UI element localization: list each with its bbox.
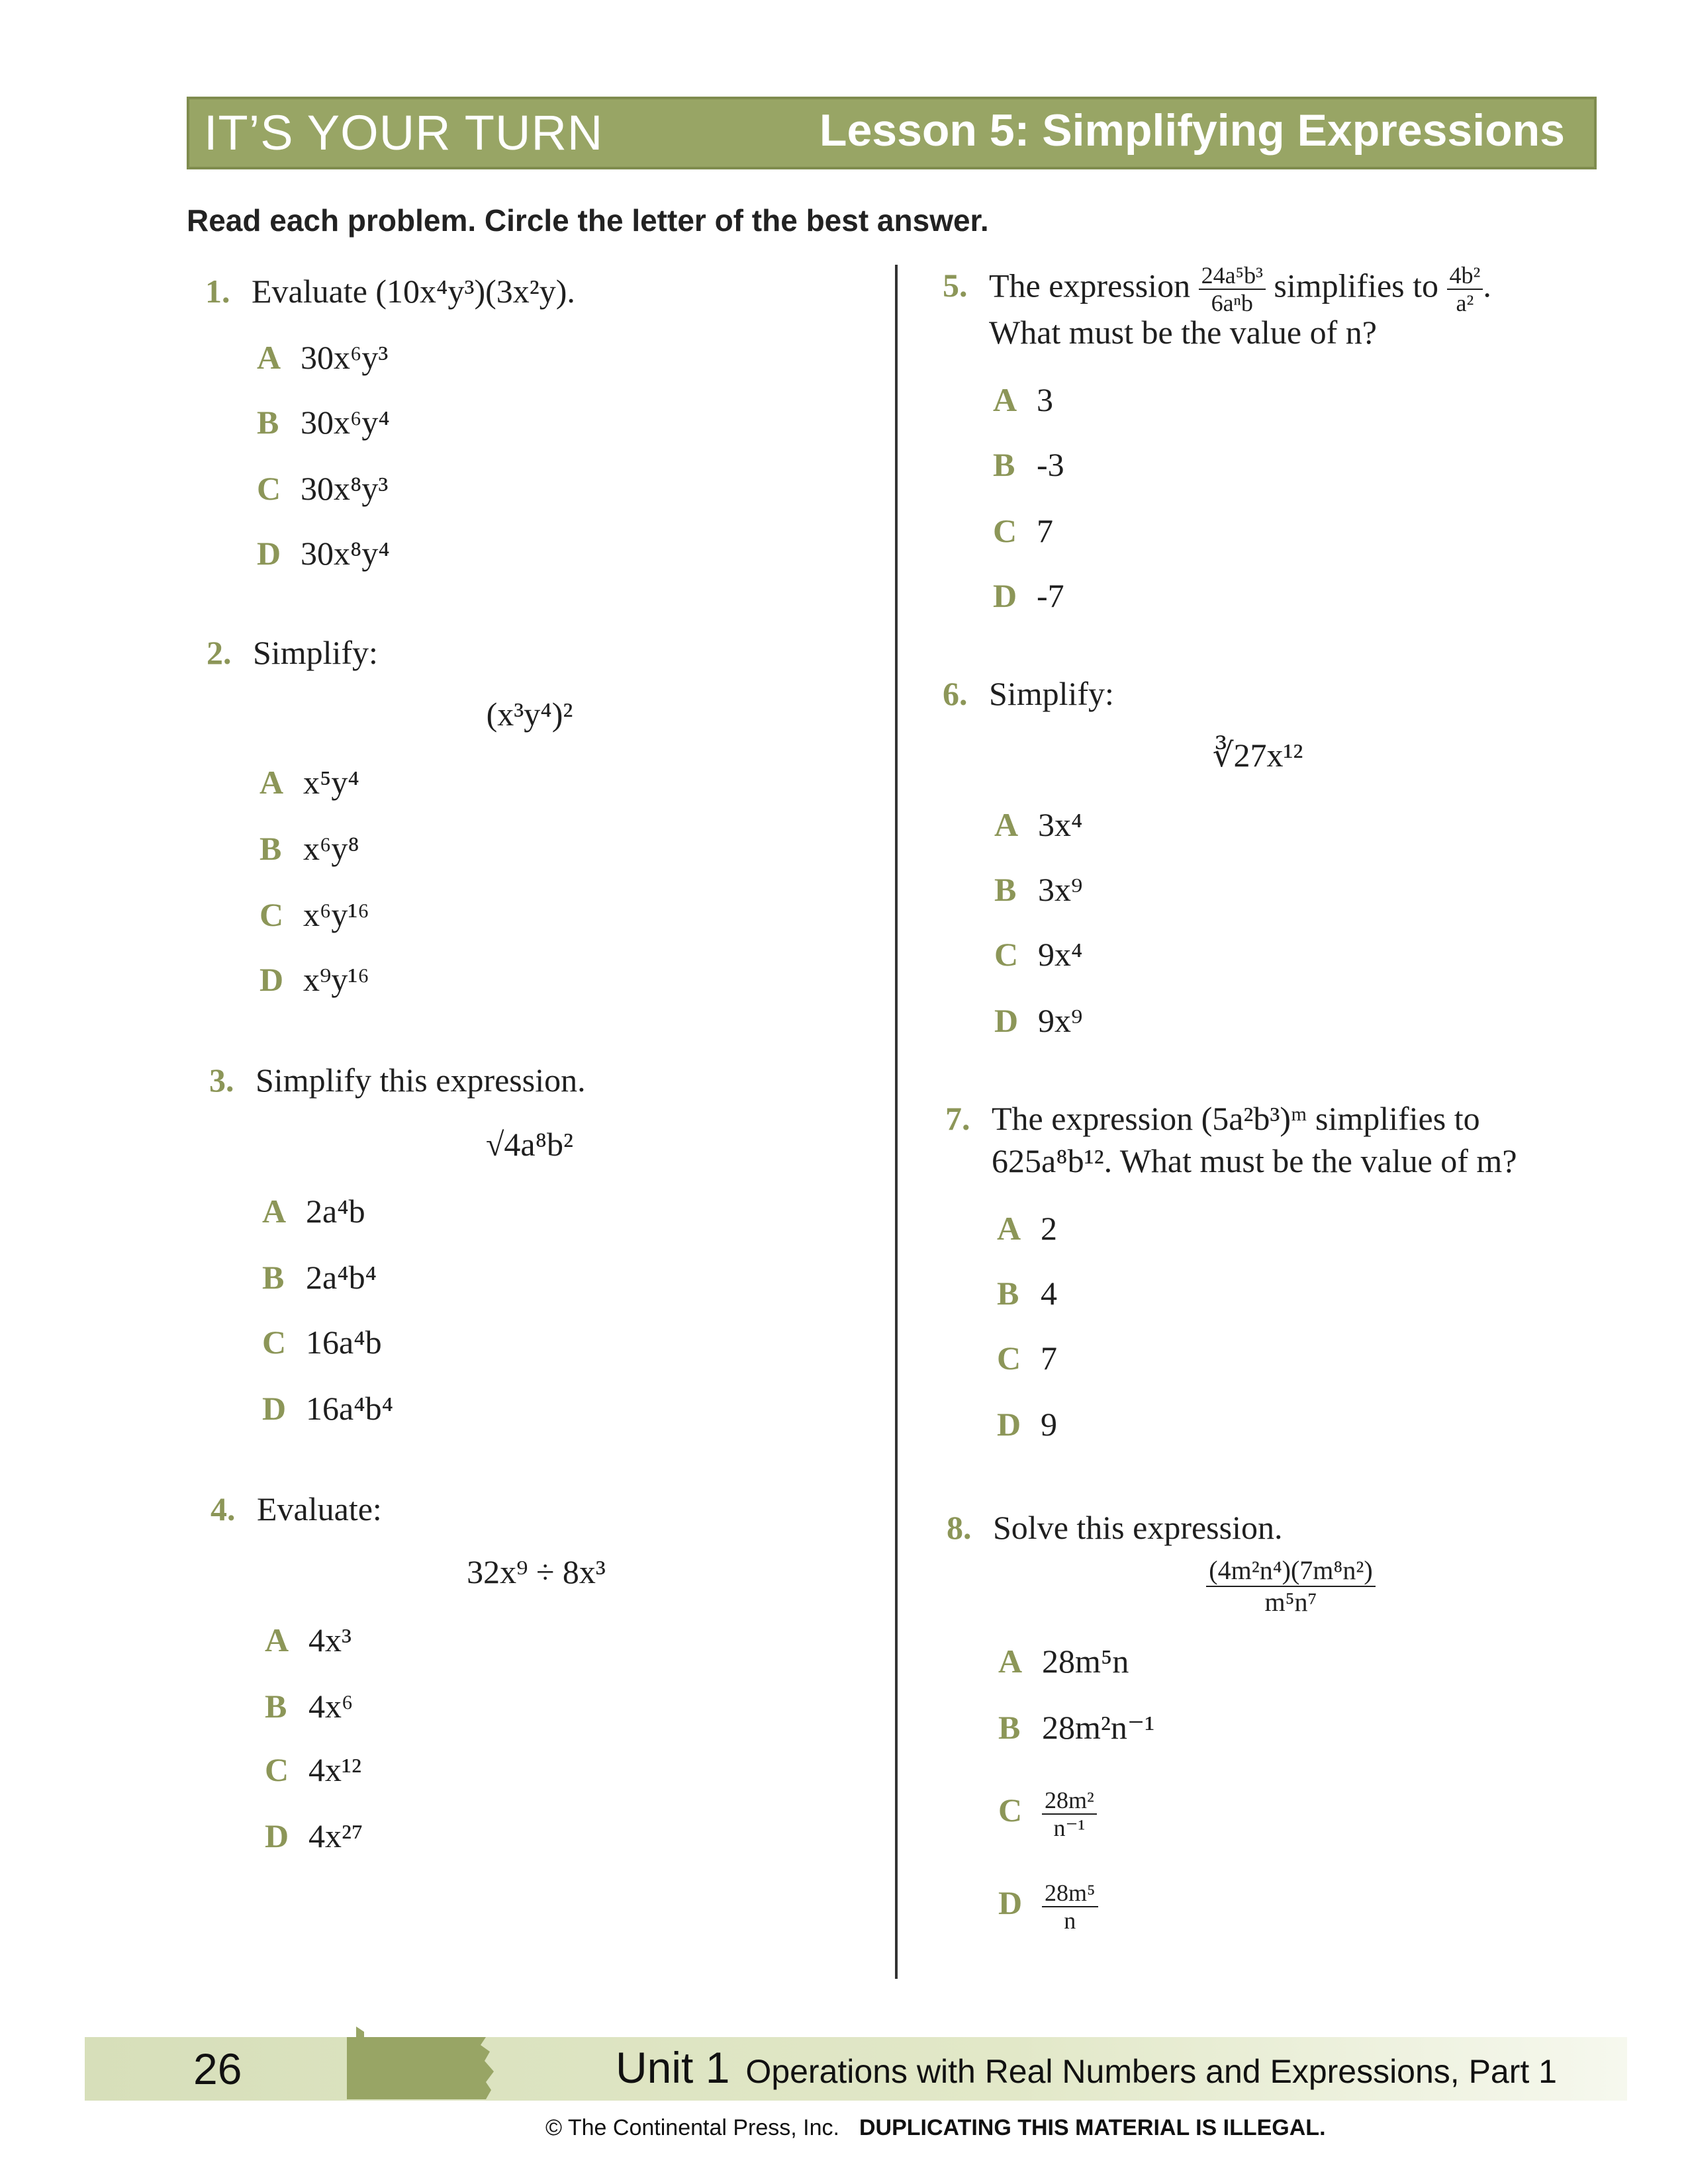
option-8a[interactable] [998,1640,1129,1682]
option-value: -3 [1037,446,1064,483]
option-fraction [1042,1787,1097,1841]
question-prompt: Evaluate: [257,1490,382,1527]
option-letter: B [259,830,282,867]
option-letter: D [998,1884,1023,1921]
option-2b[interactable] [259,827,359,870]
option-letter: D [262,1390,287,1427]
option-5d[interactable] [993,574,1064,617]
option-value: 3x⁹ [1038,871,1083,908]
option-value: 30x⁶y³ [301,339,389,376]
option-1c[interactable] [257,467,388,510]
option-6c[interactable] [994,933,1082,976]
column-divider [895,265,898,1979]
question-3 [209,1059,586,1101]
question-4-expression: 32x⁹ ÷ 8x³ [467,1553,606,1590]
question-number: 4. [211,1490,236,1527]
option-letter: C [262,1324,287,1361]
option-value: 9x⁴ [1038,936,1083,973]
question-number: 5. [943,267,968,304]
question-2-expression: (x³y⁴)² [486,696,573,733]
option-letter: A [998,1643,1023,1680]
option-letter: B [265,1688,287,1725]
option-value: 30x⁶y⁴ [301,404,390,441]
option-value: 16a⁴b [306,1324,382,1361]
option-letter: A [997,1210,1021,1247]
fraction-numerator: 28m⁵ [1042,1880,1098,1907]
option-letter: B [994,871,1017,908]
option-letter: C [993,512,1017,549]
fraction-numerator: 4b² [1447,262,1483,290]
question-prompt: Solve this expression. [993,1509,1283,1546]
option-letter: B [998,1709,1021,1746]
option-letter: C [265,1751,289,1788]
option-value: 2a⁴b [306,1193,365,1230]
option-1b[interactable] [257,401,390,443]
option-value: x⁵y⁴ [303,764,359,801]
option-5c[interactable] [993,510,1053,552]
question-6-expression: ∛27x¹² [1212,737,1303,774]
option-value: 4x²⁷ [308,1817,363,1854]
question-number: 6. [943,675,968,712]
option-value: 28m²n⁻¹ [1042,1709,1155,1746]
fraction-numerator: 24a⁵b³ [1199,262,1266,290]
option-value: 3x⁴ [1038,806,1083,843]
option-value: 30x⁸y⁴ [301,535,390,572]
option-value: 9 [1041,1406,1057,1443]
option-letter: B [262,1259,285,1296]
option-letter: A [265,1621,289,1659]
option-value: 7 [1041,1340,1057,1377]
question-5-line-2: What must be the value of n? [989,314,1377,351]
question-1 [205,270,575,312]
fraction-denominator: n⁻¹ [1053,1814,1086,1841]
instructions: Read each problem. Circle the letter of the best answer. [187,203,989,238]
question-number: 1. [205,273,230,310]
option-3b[interactable] [262,1256,377,1298]
option-value: 4x⁶ [308,1688,353,1725]
question-prompt: Simplify: [253,634,378,671]
unit-label: Unit 1 [616,2043,730,2092]
unit-subtitle: Operations with Real Numbers and Expressions, Part 1 [745,2053,1557,2090]
option-value: x⁶y¹⁶ [303,896,369,933]
option-value: x⁶y⁸ [303,830,359,867]
option-value: 28m⁵n [1042,1643,1129,1680]
option-letter: A [993,381,1017,418]
option-value: 30x⁸y³ [301,470,389,507]
fraction-numerator: 28m² [1042,1787,1097,1815]
question-7-line-2: 625a⁸b¹². What must be the value of m? [992,1142,1517,1179]
question-prompt: Evaluate (10x⁴y³)(3x²y). [252,273,575,310]
question-prompt: The expression [989,267,1191,304]
question-number: 8. [947,1509,972,1546]
option-3d[interactable] [262,1387,393,1430]
question-5: 5. The expression $\frac{\text{24a⁵b³}}{\text{6aⁿb}}$ simplifies to $\frac{\text{4b²}}{\text{a²}}$ . [943,262,1491,316]
option-3a[interactable] [262,1190,365,1232]
unit-title [616,2042,1557,2093]
banner-left-title: IT’S YOUR TURN [204,105,604,160]
option-value: 4 [1041,1275,1057,1312]
question-8 [947,1506,1282,1549]
fraction-denominator: a² [1456,290,1474,316]
question-prompt: Simplify: [989,675,1114,712]
option-5a[interactable] [993,379,1053,421]
fraction-numerator: (4m²n⁴)(7m⁸n²) [1206,1555,1375,1587]
option-value: 7 [1037,512,1053,549]
option-value: 9x⁹ [1038,1002,1083,1039]
question-prompt-middle: simplifies to [1274,267,1439,304]
option-6a[interactable] [994,803,1082,846]
option-letter: D [257,535,281,572]
question-number: 3. [209,1062,234,1099]
option-value: x⁹y¹⁶ [303,961,369,998]
question-prompt: Simplify this expression. [256,1062,586,1099]
question-8-fraction [1206,1555,1375,1617]
question-2 [207,631,378,674]
option-letter: B [997,1275,1019,1312]
option-value: 2 [1041,1210,1057,1247]
option-value: -7 [1037,577,1064,614]
option-letter: D [265,1817,289,1854]
option-4b[interactable] [265,1685,353,1727]
copyright-text: © The Continental Press, Inc. [545,2115,839,2140]
option-8d[interactable] [998,1873,1098,1933]
option-5b[interactable] [993,443,1064,486]
option-4c[interactable] [265,1749,361,1791]
option-value: 16a⁴b⁴ [306,1390,394,1427]
question-8-expression [1192,1555,1390,1617]
option-letter: C [257,470,281,507]
question-7 [945,1097,1480,1140]
option-letter: C [259,896,284,933]
header-banner [187,97,1597,169]
option-letter: D [994,1002,1019,1039]
option-4a[interactable] [265,1619,352,1661]
option-6b[interactable] [994,868,1082,911]
fraction-denominator: m⁵n⁷ [1264,1587,1317,1617]
option-6d[interactable] [994,999,1082,1042]
fraction-denominator: 6aⁿb [1211,290,1253,316]
option-8b[interactable] [998,1706,1154,1749]
state-map-emblem-icon [344,2025,496,2102]
option-fraction [1042,1880,1098,1934]
option-letter: A [257,339,281,376]
option-1a[interactable] [257,336,388,379]
question-number: 2. [207,634,232,671]
question-6 [943,672,1114,715]
option-value: 4x³ [308,1621,352,1659]
option-3c[interactable] [262,1321,382,1363]
option-letter: C [994,936,1019,973]
option-2a[interactable] [259,761,359,803]
option-7a[interactable] [997,1207,1057,1250]
option-letter: C [998,1792,1023,1829]
option-letter: C [997,1340,1021,1377]
option-8c[interactable] [998,1780,1097,1840]
option-7d[interactable] [997,1403,1057,1445]
option-2d[interactable] [259,958,369,1001]
option-4d[interactable] [265,1815,363,1857]
copyright-line [545,2115,1326,2141]
option-letter: A [259,764,284,801]
duplication-warning: DUPLICATING THIS MATERIAL IS ILLEGAL. [859,2115,1326,2140]
option-letter: B [993,446,1015,483]
question-5-fraction-left [1199,262,1266,316]
option-letter: A [994,806,1019,843]
option-7b[interactable] [997,1272,1057,1314]
question-prompt: The expression (5a²b³)ᵐ simplifies to [992,1100,1480,1137]
fraction-denominator: n [1064,1907,1076,1934]
option-letter: A [262,1193,287,1230]
question-4 [211,1488,382,1530]
lesson-title: Lesson 5: Simplifying Expressions [819,105,1565,156]
page-number: 26 [193,2044,242,2093]
option-letter: D [259,961,284,998]
option-2c[interactable] [259,893,369,936]
option-letter: D [997,1406,1021,1443]
option-value: 2a⁴b⁴ [306,1259,377,1296]
option-1d[interactable] [257,532,390,574]
option-letter: B [257,404,279,441]
option-letter: D [993,577,1017,614]
question-3-expression: √4a⁸b² [485,1126,574,1163]
option-value: 3 [1037,381,1053,418]
question-number: 7. [945,1100,970,1137]
option-value: 4x¹² [308,1751,361,1788]
option-7c[interactable] [997,1337,1057,1379]
question-5-fraction-right [1447,262,1483,316]
